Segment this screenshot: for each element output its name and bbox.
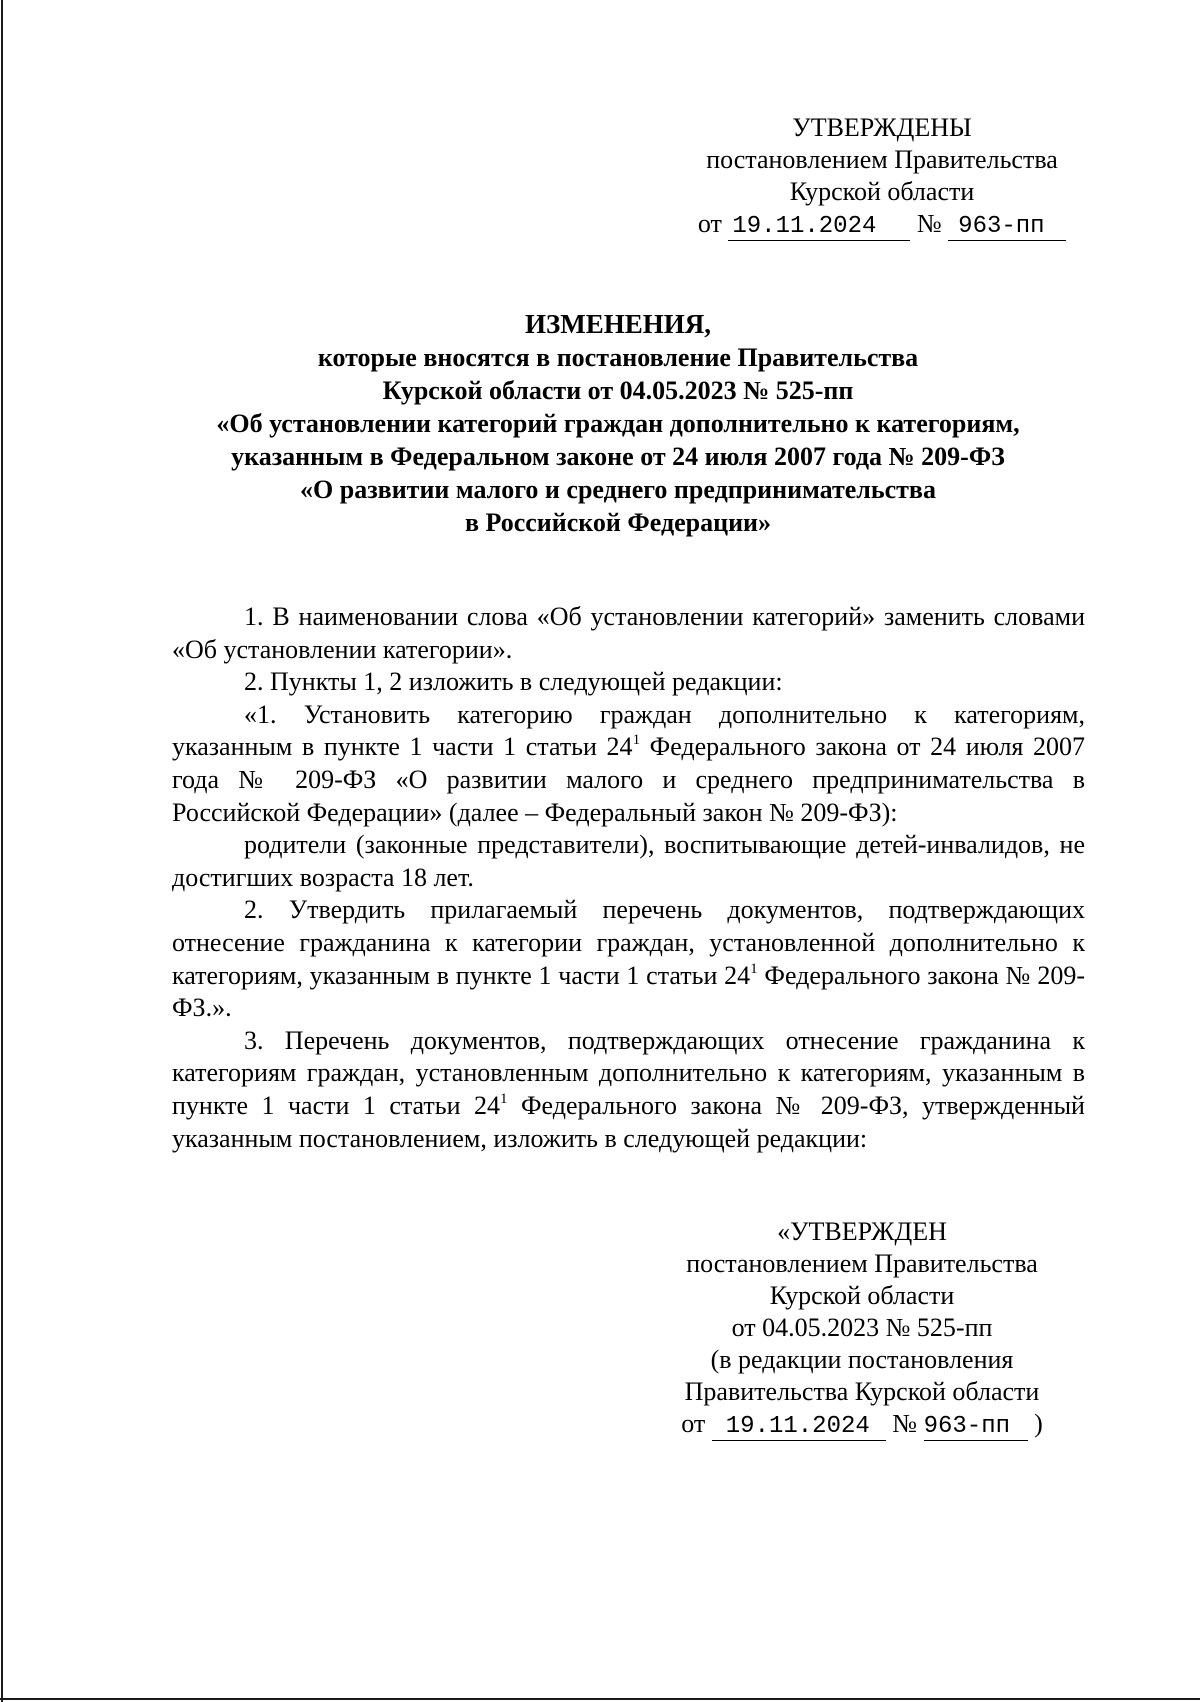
approval-line: постановлением Правительства	[686, 1249, 1038, 1278]
paragraph-5-text: 2. Утвердить прилагаемый перечень документов, подтверждающих отнесение гражданина к категории граждан, установленной дополнительно к категориям, указанным в пункте 1 части 1 статьи 24	[172, 895, 1085, 990]
paragraph-2: 2. Пункты 1, 2 изложить в следующей редакции:	[244, 667, 783, 697]
approval-line: постановлением Правительства	[706, 145, 1058, 174]
approval-title: «УТВЕРЖДЕН	[777, 1217, 947, 1246]
paragraph-4: родители (законные представители), воспитывающие детей-инвалидов, не достигших возраста 18 лет.	[172, 830, 1085, 892]
title-line: которые вносятся в постановление Правительства	[317, 343, 919, 372]
title-line: «Об установлении категорий граждан дополнительно к категориям,	[216, 409, 1020, 438]
scan-edge-left	[1, 0, 3, 1702]
paragraph-6	[172, 1025, 1085, 1155]
paragraph-3	[172, 699, 1085, 829]
decree-date: 19.11.2024	[728, 214, 910, 241]
article-superscript: 1	[500, 1090, 508, 1107]
approval-line: Правительства Курской области	[684, 1377, 1040, 1406]
paragraph-3-text: «1. Установить категорию граждан дополнительно к категориям, указанным в пункте 1 части 1 статьи 24	[172, 699, 1085, 762]
paragraph-3-text: Федерального закона от 24 июля 2007 года № 209-ФЗ «О развитии малого и среднего предпринимательства в Российской Федерации» (далее – Федеральный закон № 209-ФЗ):	[172, 732, 1085, 827]
title-line: в Российской Федерации»	[464, 508, 772, 537]
paragraph-6-text: Федерального закона № 209-ФЗ, утвержденный указанным постановлением, изложить в следующей редакции:	[172, 1090, 1085, 1153]
number-sign: №	[916, 209, 942, 238]
approval-line: от 04.05.2023 № 525-пп	[731, 1313, 993, 1342]
approval-date-line	[692, 208, 1072, 241]
approval-title: УТВЕРЖДЕНЫ	[792, 113, 972, 142]
title-line: указанным в Федеральном законе от 24 июля 2007 года № 209-ФЗ	[231, 442, 1005, 471]
decree-number: 963-пп	[948, 214, 1066, 241]
title-heading: ИЗМЕНЕНИЯ,	[524, 309, 711, 339]
approval-line: Курской области	[769, 1281, 955, 1310]
approval-line: Курской области	[789, 177, 975, 206]
paragraph-5-text: Федерального закона № 209-ФЗ.».	[172, 960, 1085, 1023]
article-superscript: 1	[750, 960, 758, 977]
decree-number: 963-пп	[924, 1414, 1028, 1441]
paragraph-1: 1. В наименовании слова «Об установлении категорий» заменить словами «Об установлении категории».	[172, 602, 1085, 664]
document-title	[172, 308, 1064, 539]
title-line: Курской области от 04.05.2023 № 525-пп	[382, 376, 854, 405]
article-superscript: 1	[632, 732, 641, 749]
number-sign: №	[892, 1409, 918, 1438]
approval-stamp-top	[692, 112, 1072, 241]
title-line: «О развитии малого и среднего предпринимательства	[300, 475, 936, 504]
closing-bracket: )	[1034, 1409, 1043, 1438]
paragraph-5	[172, 894, 1085, 1024]
approval-date-line	[662, 1408, 1062, 1441]
approval-line: (в редакции постановления	[710, 1345, 1014, 1374]
document-body	[172, 601, 1085, 1155]
approval-stamp-bottom	[662, 1216, 1062, 1441]
date-prefix: от	[697, 209, 722, 238]
decree-date: 19.11.2024	[712, 1414, 886, 1441]
scan-edge-bottom	[0, 1698, 1200, 1700]
date-prefix: от	[681, 1409, 706, 1438]
paragraph-6-text: 3. Перечень документов, подтверждающих отнесение гражданина к категориям граждан, установленным дополнительно к категориям, указанным в пункте 1 части 1 статьи 24	[172, 1025, 1085, 1120]
